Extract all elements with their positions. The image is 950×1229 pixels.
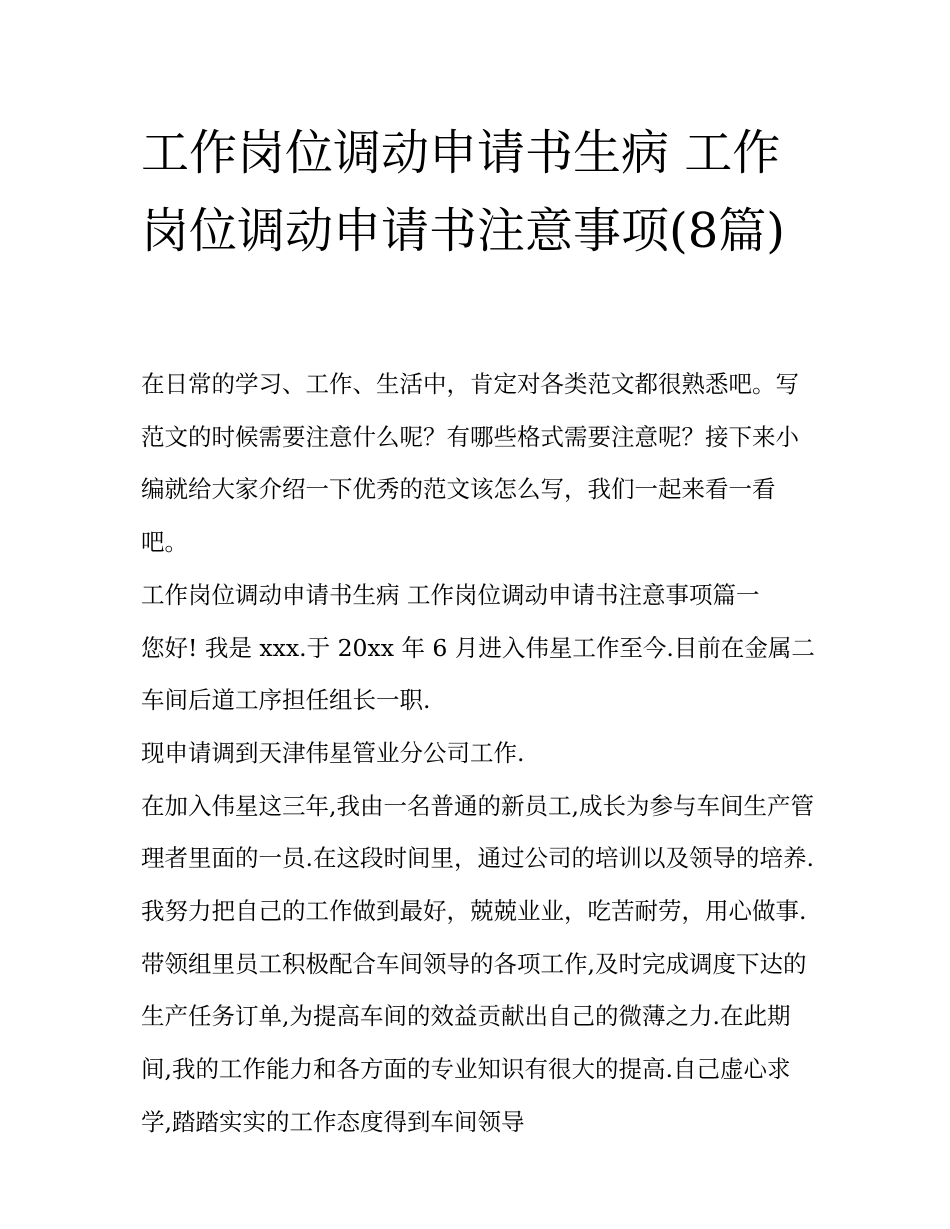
document-title: 工作岗位调动申请书生病 工作岗位调动申请书注意事项(8篇): [141, 125, 785, 259]
section-heading: 工作岗位调动申请书生病 工作岗位调动申请书注意事项篇一: [141, 580, 760, 609]
experience-paragraph: 在加入伟星这三年,我由一名普通的新员工,成长为参与车间生产管理者里面的一员.在这段时间里，通过公司的培训以及领导的培养.我努力把自己的工作做到最好，兢兢业业，吃苦耐劳，用心做事.带领组里员工积极配合车间领导的各项工作,及时完成调度下达的生产任务订单,为提高车间的效益贡献出自己的微薄之力.在此期间,我的工作能力和各方面的专业知识有很大的提高.自己虚心求学,踏踏实实的工作态度得到车间领导: [141, 791, 814, 1136]
request-paragraph: 现申请调到天津伟星管业分公司工作.: [141, 738, 525, 767]
intro-paragraph: 在日常的学习、工作、生活中，肯定对各类范文都很熟悉吧。写范文的时候需要注意什么呢？有哪些格式需要注意呢？接下来小编就给大家介绍一下优秀的范文该怎么写，我们一起来看一看吧。: [141, 370, 799, 557]
greeting-paragraph: 您好! 我是 xxx.于 20xx 年 6 月进入伟星工作至今.目前在金属二车间后道工序担任组长一职.: [141, 633, 815, 715]
document-body: [141, 358, 816, 1149]
